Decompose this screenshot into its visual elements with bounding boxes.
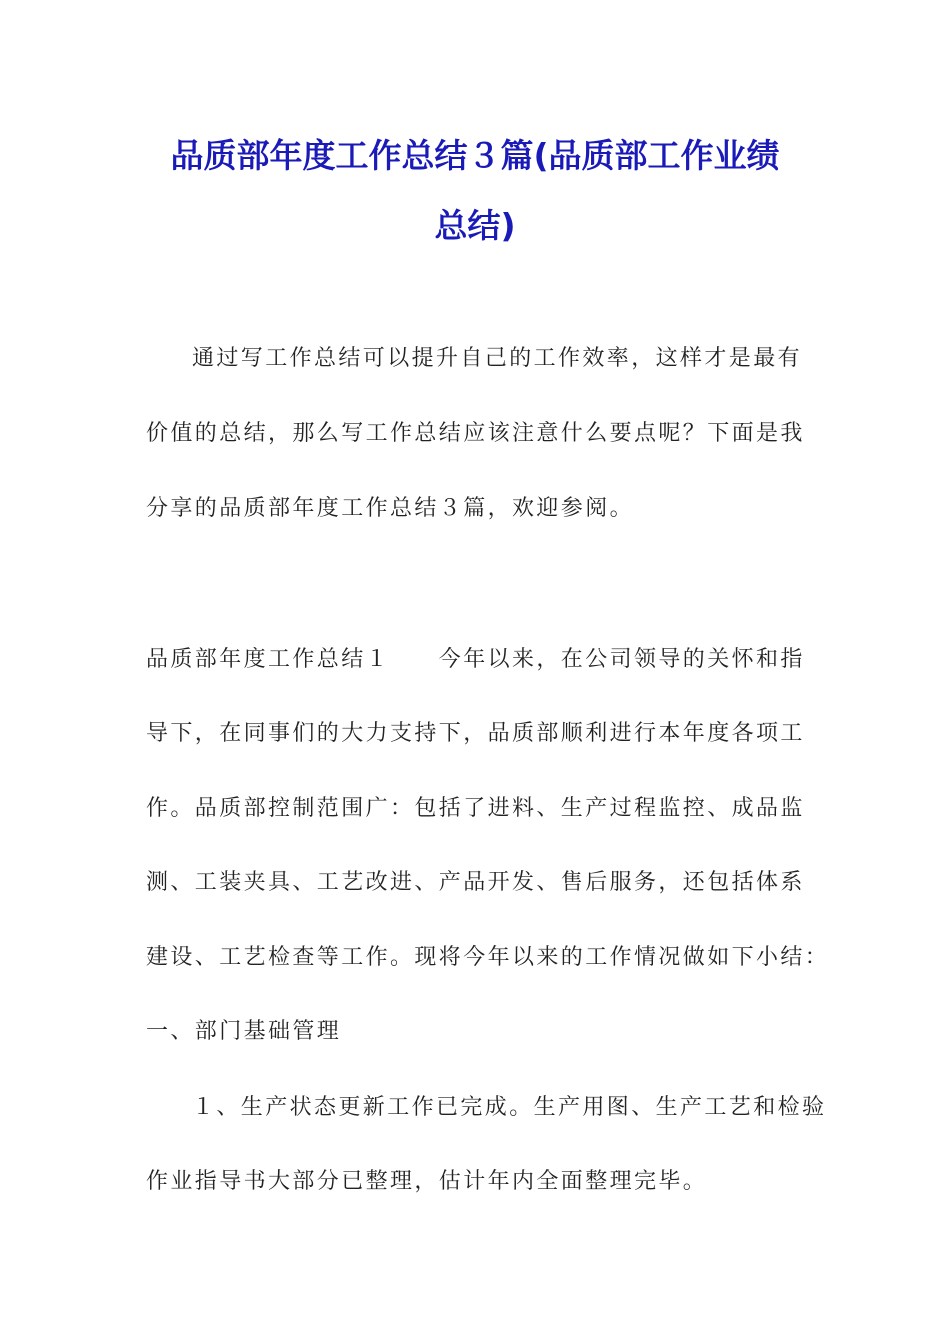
paragraph-line: 建设、工艺检查等工作。现将今年以来的工作情况做如下小结： [146,945,830,970]
paragraph-line: 分享的品质部年度工作总结３篇，欢迎参阅。 [146,496,635,521]
paragraph-line: 品质部年度工作总结１ 今年以来，在公司领导的关怀和指 [146,647,805,672]
paragraph-line: 价值的总结，那么写工作总结应该注意什么要点呢？下面是我 [146,421,805,446]
paragraph-line: 通过写工作总结可以提升自己的工作效率，这样才是最有 [192,346,803,371]
paragraph-line: 作。品质部控制范围广：包括了进料、生产过程监控、成品监 [146,796,805,821]
paragraph-line: 测、工装夹具、工艺改进、产品开发、售后服务，还包括体系 [146,870,805,895]
paragraph-line: １、生产状态更新工作已完成。生产用图、生产工艺和检验 [192,1095,827,1120]
section-heading: 一、部门基础管理 [146,1019,342,1044]
paragraph-line: 作业指导书大部分已整理，估计年内全面整理完毕。 [146,1169,708,1194]
paragraph-line: 导下，在同事们的大力支持下，品质部顺利进行本年度各项工 [146,721,805,746]
document-title-line-1: 品质部年度工作总结３篇(品质部工作业绩 [170,136,780,175]
document-title-line-2: 总结) [434,206,516,245]
